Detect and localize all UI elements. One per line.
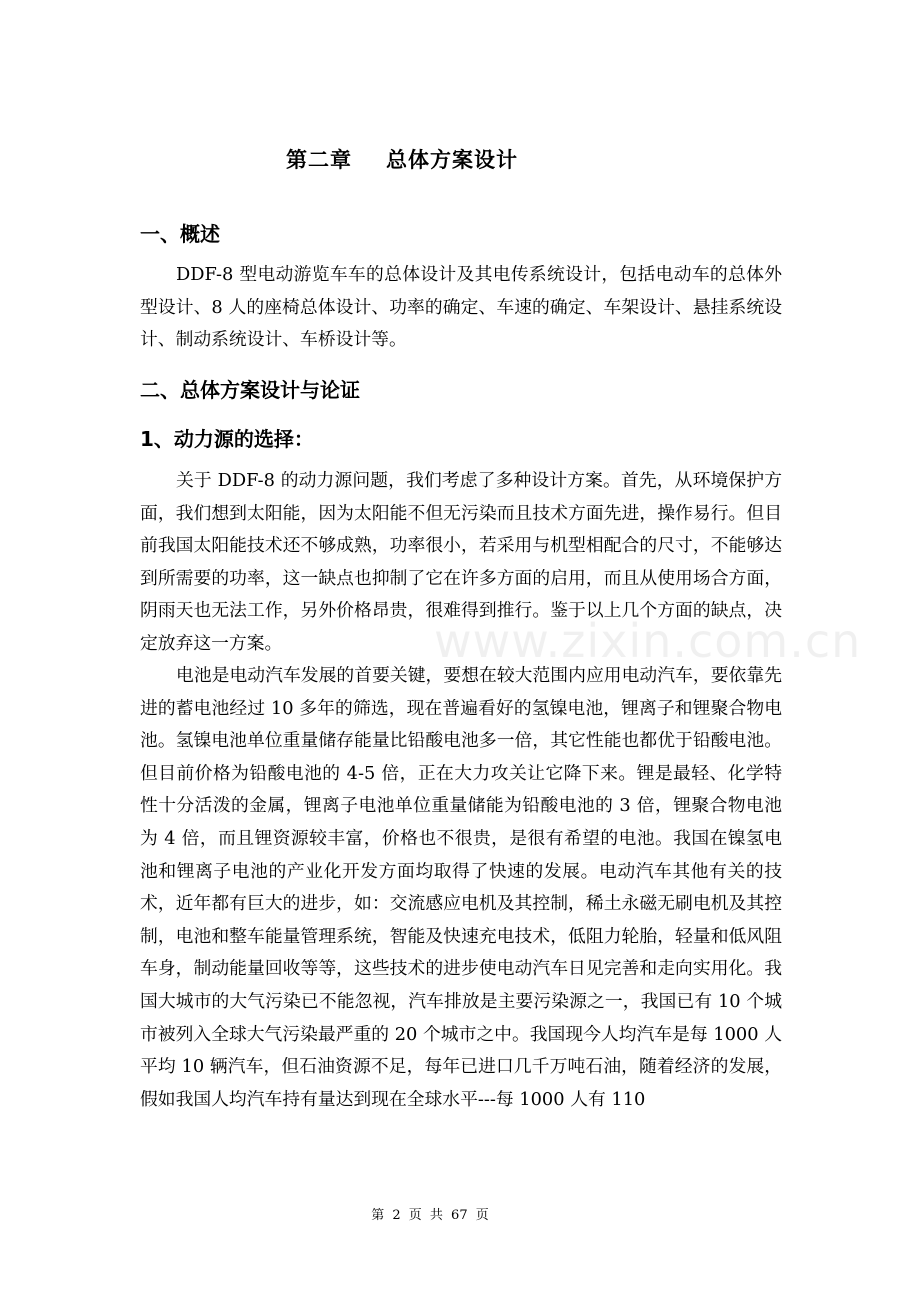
- section-heading-overview: 一、概述: [140, 222, 220, 246]
- subsection-heading-power-source: 1、动力源的选择：: [140, 427, 314, 451]
- page-footer: 第 2 页 共 67 页: [371, 1208, 489, 1223]
- paragraph-power-source-2: 电池是电动汽车发展的首要关键，要想在较大范围内应用电动汽车，要依靠先进的蓄电池经过 10 多年的筛选，现在普遍看好的氢镍电池，锂离子和锂聚合物电池。氢镍电池单位重量储存能量比铅酸电池多一倍，其它性能也都优于铅酸电池。但目前价格为铅酸电池的 4-5 倍，正在大力攻关让它降下来。锂是最轻、化学特性十分活泼的金属，锂离子电池单位重量储能为铅酸电池的 3 倍，锂聚合物电池为 4 倍，而且锂资源较丰富，价格也不很贵，是很有希望的电池。我国在镍氢电池和锂离子电池的产业化开发方面均取得了快速的发展。电动汽车其他有关的技术，近年都有巨大的进步，如：交流感应电机及其控制，稀土永磁无刷电机及其控制，电池和整车能量管理系统，智能及快速充电技术，低阻力轮胎，轻量和低风阻车身，制动能量回收等等，这些技术的进步使电动汽车日见完善和走向实用化。我国大城市的大气污染已不能忽视，汽车排放是主要污染源之一，我国已有 10 个城市被列入全球大气污染最严重的 20 个城市之中。我国现今人均汽车是每 1000 人平均 10 辆汽车，但石油资源不足，每年已进口几千万吨石油，随着经济的发展，假如我国人均汽车持有量达到现在全球水平---每 1000 人有 110: [140, 665, 782, 1110]
- section-heading-design: 二、总体方案设计与论证: [140, 378, 360, 402]
- chapter-name: 总体方案设计: [386, 148, 518, 172]
- chapter-number: 第二章: [286, 148, 352, 172]
- chapter-title: [0, 145, 804, 175]
- paragraph-overview: DDF-8 型电动游览车车的总体设计及其电传系统设计，包括电动车的总体外型设计、8 人的座椅总体设计、功率的确定、车速的确定、车架设计、悬挂系统设计、制动系统设计、车桥设计等。: [140, 264, 782, 351]
- paragraph-power-source-1: 关于 DDF-8 的动力源问题，我们考虑了多种设计方案。首先，从环境保护方面，我们想到太阳能，因为太阳能不但无污染而且技术方面先进，操作易行。但目前我国太阳能技术还不够成熟，功率很小，若采用与机型相配合的尺寸，不能够达到所需要的功率，这一缺点也抑制了它在许多方面的启用，而且从使用场合方面，阴雨天也无法工作，另外价格昂贵，很难得到推行。鉴于以上几个方面的缺点，决定放弃这一方案。: [140, 470, 782, 654]
- watermark: www.zixin.com.cn: [434, 614, 862, 668]
